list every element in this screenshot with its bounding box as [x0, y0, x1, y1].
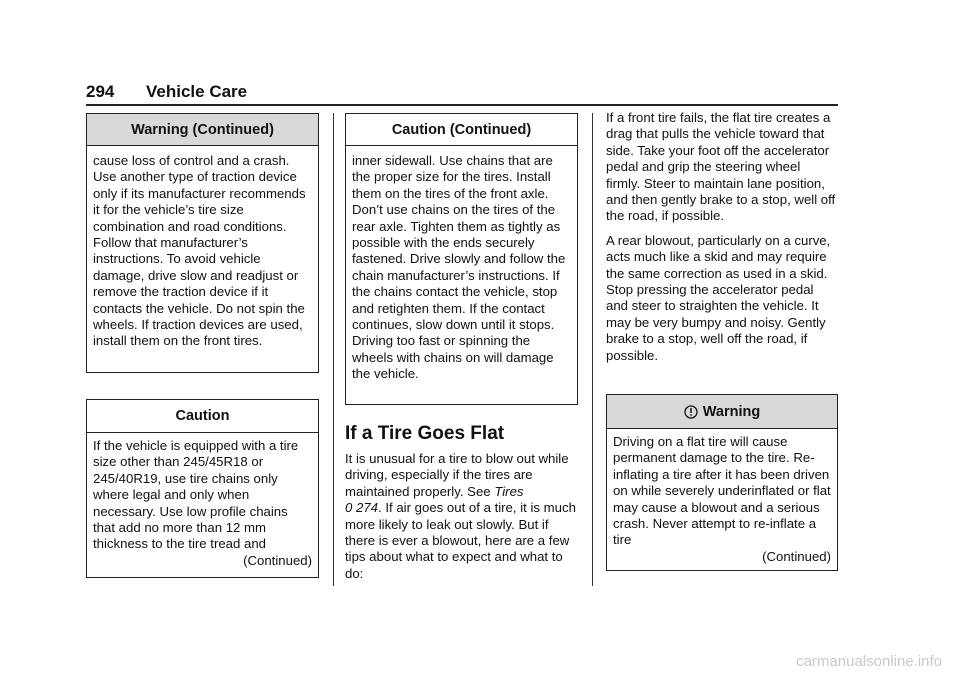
warning-continued-body: cause loss of control and a crash. Use another type of traction device only if its manufacturer recommends it for the vehicle’s tire size combination and road conditions. Follow that manufacturer’s instructions. To avoid vehicle damage, drive slow and readjust or remove the traction device if it contacts the vehicle. Do not spin the wheels. If traction devices are used, install them on the front tires.: [93, 153, 306, 349]
warning-box: [606, 394, 838, 571]
caution-continued-title: Caution (Continued): [346, 114, 577, 146]
front-tire-paragraph: If a front tire fails, the flat tire creates a drag that pulls the vehicle toward that side. Take your foot off the accelerator pedal and grip the steering wheel firmly. Steer to maintain lane position, and then gently brake to a stop, well off the road, if possible.: [606, 110, 836, 224]
caution-box: [86, 399, 319, 578]
flat-tire-text-1: It is unusual for a tire to blow out while driving, especially if the tires are maintained properly. See: [345, 451, 569, 499]
flat-tire-paragraph: [345, 451, 577, 582]
header-rule: [86, 104, 838, 106]
warning-body: Driving on a flat tire will cause permanent damage to the tire. Re-inflating a tire after it has been driven on while severely underinflated or flat may cause a blowout and a serious crash. Never attempt to re-inflate a tire: [613, 434, 831, 548]
warning-continued-label: (Continued): [762, 548, 831, 564]
warning-continued-box: [86, 113, 319, 373]
warning-header: [607, 395, 837, 429]
caution-body: If the vehicle is equipped with a tire size other than 245/45R18 or 245/40R19, use tire chains only where legal and only when necessary. Use low profile chains that add no more than 12 mm thickness to the tire tread and: [93, 438, 299, 552]
right-column-text: [606, 110, 838, 372]
tires-link[interactable]: Tires: [494, 483, 524, 499]
flat-tire-text-2: . If air goes out of a tire, it is much more likely to leak out slowly. But if there is ever a blowout, here are a few tips about what to expect and what to do:: [345, 500, 576, 581]
caution-continued-box: [345, 113, 578, 405]
warning-title: Warning: [702, 403, 761, 420]
section-title: Vehicle Care: [146, 82, 248, 101]
column-divider-left: [333, 113, 334, 586]
tires-page-ref[interactable]: 0 274: [345, 500, 379, 516]
warning-icon: [684, 405, 698, 419]
page-number: 294: [86, 82, 115, 101]
caution-continued-body: inner sidewall. Use chains that are the proper size for the tires. Install them on the tires of the front axle. Don’t use chains on the tires of the rear axle. Tighten them as tightly as possible with the ends securely fastened. Drive slowly and follow the chain manufacturer’s instructions. If the chains contact the vehicle, stop and retighten them. If the contact continues, slow down until it stops. Driving too fast or spinning the wheels with chains on will damage the vehicle.: [352, 153, 566, 382]
caution-title: Caution: [87, 400, 318, 433]
rear-blowout-paragraph: A rear blowout, particularly on a curve, acts much like a skid and may require the same correction as used in a skid. Stop pressing the accelerator pedal and steer to straighten the vehicle. It may be very bumpy and noisy. Gently brake to a stop, well off the road, if possible.: [606, 232, 831, 363]
page-header: [86, 82, 838, 104]
caution-continued-label: (Continued): [243, 552, 312, 568]
watermark: carmanualsonline.info: [796, 653, 942, 670]
warning-continued-title: Warning (Continued): [87, 114, 318, 146]
flat-tire-heading: If a Tire Goes Flat: [345, 423, 505, 444]
column-divider-right: [592, 113, 593, 586]
